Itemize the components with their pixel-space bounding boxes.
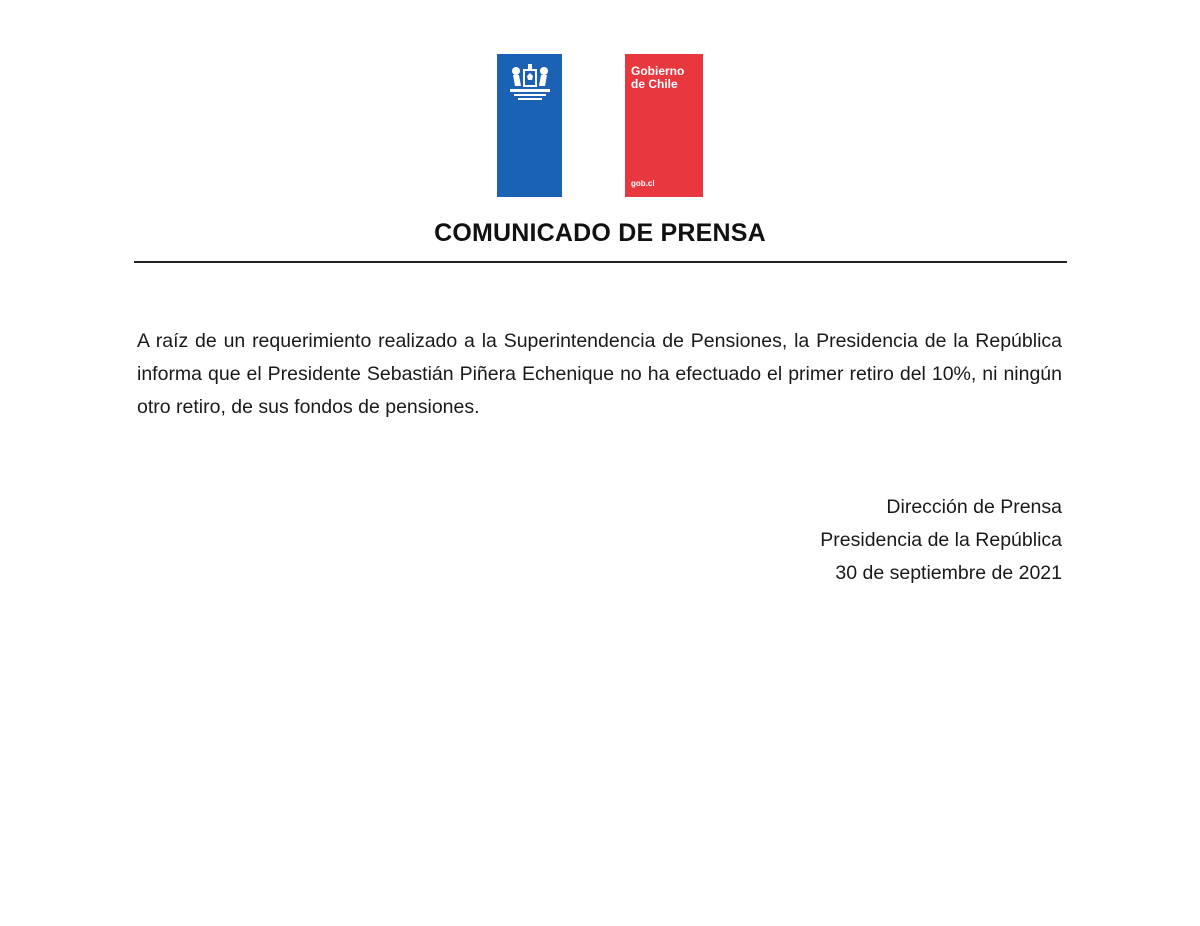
document-heading: COMUNICADO DE PRENSA bbox=[434, 219, 766, 247]
signature-date: 30 de septiembre de 2021 bbox=[835, 562, 1062, 584]
coat-of-arms-icon bbox=[506, 62, 554, 104]
logo-blue-panel bbox=[497, 54, 562, 197]
logo-red-panel bbox=[625, 54, 703, 197]
signature-block bbox=[820, 491, 1062, 590]
press-release-body: A raíz de un requerimiento realizado a la Superintendencia de Pensiones, la Presidencia de la República informa que el Presidente Sebastián Piñera Echenique no ha efectuado el primer retiro del 10%, ni ningún otro retiro, de sus fondos de pensiones. bbox=[137, 330, 1062, 418]
signature-department: Dirección de Prensa bbox=[886, 496, 1062, 518]
gobierno-de-chile-logo bbox=[497, 54, 703, 197]
signature-institution: Presidencia de la República bbox=[820, 529, 1062, 551]
logo-url: gob.cl bbox=[631, 179, 655, 188]
logo-wordmark: Gobierno de Chile bbox=[631, 64, 685, 91]
heading-divider bbox=[134, 261, 1067, 263]
